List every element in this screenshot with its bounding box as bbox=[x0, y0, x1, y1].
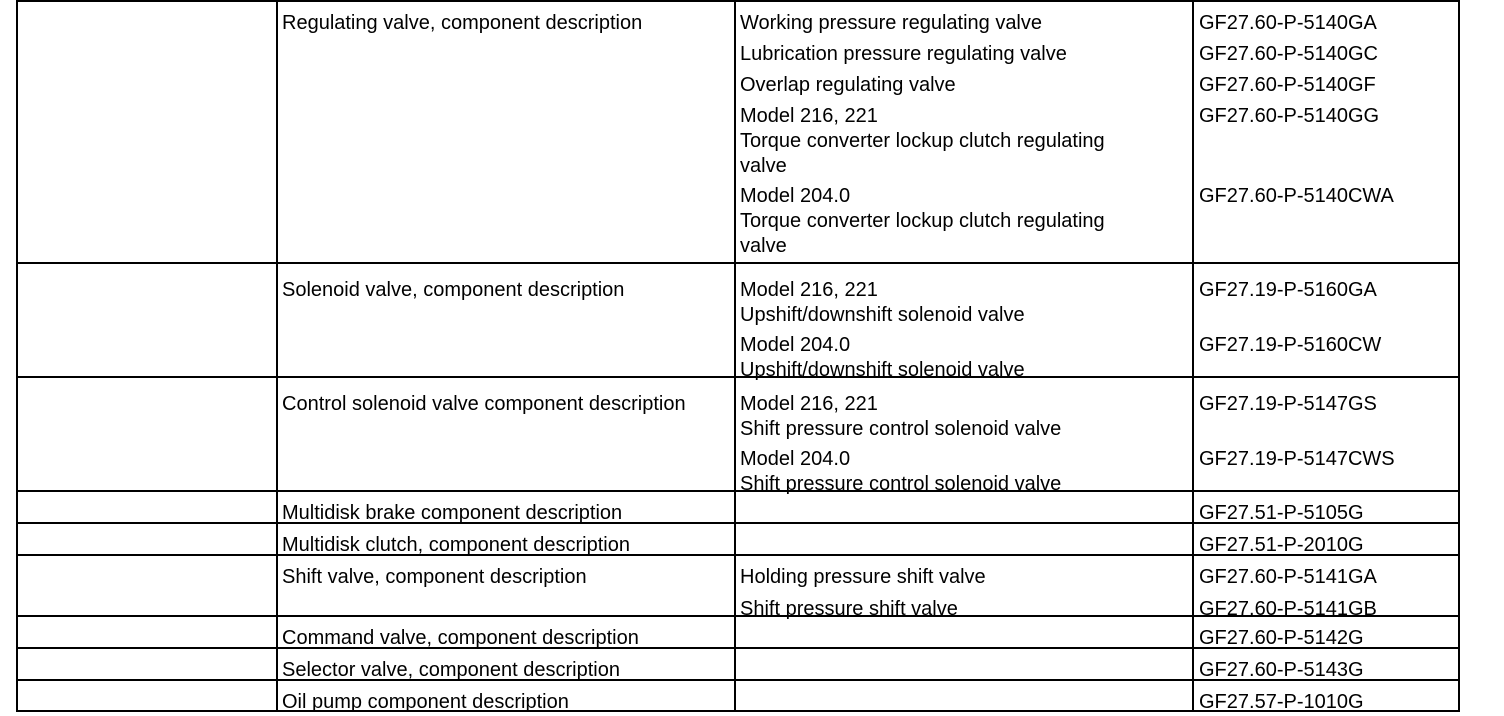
entry-description-line: Lubrication pressure regulating valve bbox=[740, 43, 1067, 65]
entry-description-line: Torque converter lockup clutch regulating bbox=[740, 130, 1105, 152]
row-border-line bbox=[16, 490, 1460, 492]
document-reference[interactable]: GF27.60-P-5140GF bbox=[1199, 74, 1376, 96]
row-border-line bbox=[16, 262, 1460, 264]
component-description: Multidisk brake component description bbox=[282, 502, 623, 524]
component-description: Control solenoid valve component description bbox=[282, 393, 686, 415]
entry-description-line: Holding pressure shift valve bbox=[740, 566, 986, 588]
entry-description-line: Model 204.0 bbox=[740, 185, 851, 207]
entry-description-line: valve bbox=[740, 235, 787, 257]
column-border-line bbox=[734, 0, 736, 712]
column-border-line bbox=[16, 0, 18, 712]
component-description: Oil pump component description bbox=[282, 691, 569, 713]
entry-description-line: Model 204.0 bbox=[740, 448, 851, 470]
document-reference[interactable]: GF27.60-P-5141GB bbox=[1199, 598, 1377, 620]
entry-description-line: Model 216, 221 bbox=[740, 279, 878, 301]
row-border-line bbox=[16, 0, 1460, 2]
component-description: Solenoid valve, component description bbox=[282, 279, 625, 301]
entry-description-line: Torque converter lockup clutch regulating bbox=[740, 210, 1105, 232]
document-reference[interactable]: GF27.57-P-1010G bbox=[1199, 691, 1364, 713]
document-reference[interactable]: GF27.19-P-5160CW bbox=[1199, 334, 1382, 356]
component-description: Selector valve, component description bbox=[282, 659, 620, 681]
document-reference[interactable]: GF27.19-P-5147GS bbox=[1199, 393, 1377, 415]
document-reference[interactable]: GF27.60-P-5140CWA bbox=[1199, 185, 1394, 207]
entry-description-line: Shift pressure control solenoid valve bbox=[740, 473, 1062, 495]
column-border-line bbox=[1192, 0, 1194, 712]
entry-description-line: Shift pressure shift valve bbox=[740, 598, 958, 620]
document-reference[interactable]: GF27.60-P-5140GC bbox=[1199, 43, 1378, 65]
document-reference[interactable]: GF27.60-P-5140GG bbox=[1199, 105, 1380, 127]
entry-description-line: Working pressure regulating valve bbox=[740, 12, 1043, 34]
document-reference[interactable]: GF27.60-P-5140GA bbox=[1199, 12, 1377, 34]
entry-description-line: Model 216, 221 bbox=[740, 393, 878, 415]
entry-description-line: Model 204.0 bbox=[740, 334, 851, 356]
entry-description-line: valve bbox=[740, 155, 787, 177]
entry-description-line: Upshift/downshift solenoid valve bbox=[740, 359, 1025, 381]
column-border-line bbox=[1458, 0, 1460, 712]
document-reference[interactable]: GF27.19-P-5160GA bbox=[1199, 279, 1377, 301]
component-description: Command valve, component description bbox=[282, 627, 639, 649]
document-reference[interactable]: GF27.60-P-5141GA bbox=[1199, 566, 1377, 588]
column-border-line bbox=[276, 0, 278, 712]
component-description: Regulating valve, component description bbox=[282, 12, 643, 34]
component-description: Multidisk clutch, component description bbox=[282, 534, 630, 556]
document-reference[interactable]: GF27.60-P-5142G bbox=[1199, 627, 1364, 649]
entry-description-line: Overlap regulating valve bbox=[740, 74, 956, 96]
entry-description-line: Upshift/downshift solenoid valve bbox=[740, 304, 1025, 326]
component-description: Shift valve, component description bbox=[282, 566, 587, 588]
document-reference[interactable]: GF27.51-P-2010G bbox=[1199, 534, 1364, 556]
entry-description-line: Shift pressure control solenoid valve bbox=[740, 418, 1062, 440]
document-reference[interactable]: GF27.60-P-5143G bbox=[1199, 659, 1364, 681]
entry-description-line: Model 216, 221 bbox=[740, 105, 878, 127]
row-border-line bbox=[16, 376, 1460, 378]
document-reference[interactable]: GF27.19-P-5147CWS bbox=[1199, 448, 1395, 470]
document-reference[interactable]: GF27.51-P-5105G bbox=[1199, 502, 1364, 524]
